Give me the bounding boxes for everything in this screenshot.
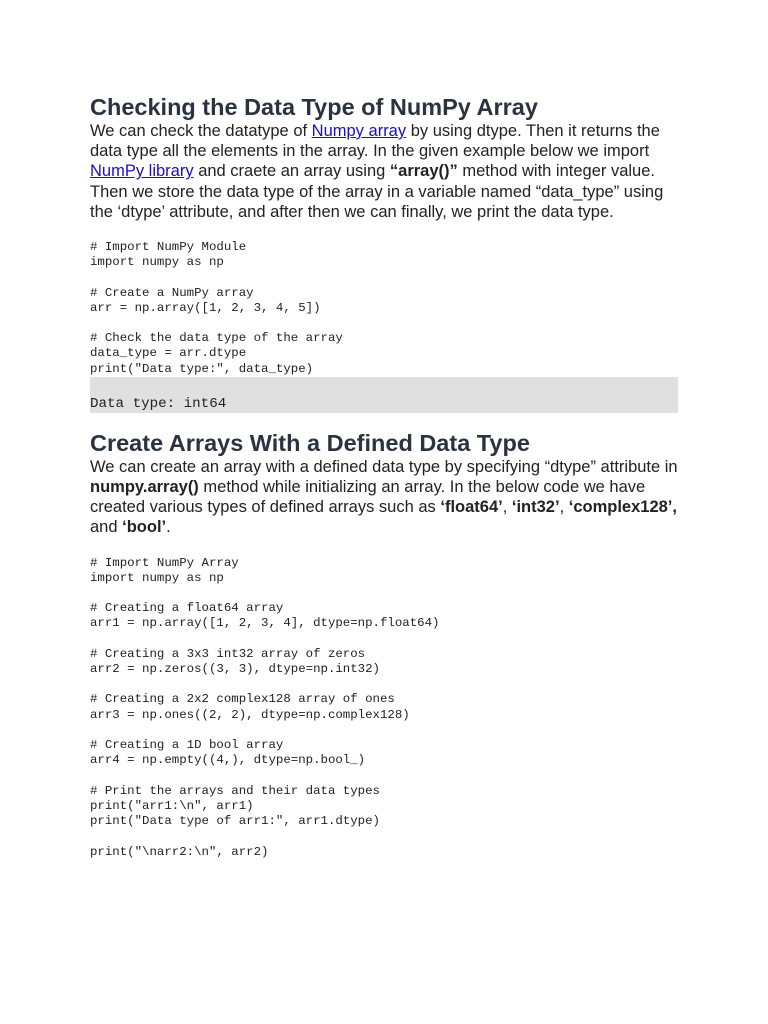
section2-code-block: # Import NumPy Array import numpy as np # Creating a float64 array arr1 = np.array([1, 2, 3, 4], dtype=np.float64) # Creating a 3x3 int32 array of zeros arr2 = np.zeros((3, 3), dtype=np.int32) # Creating a 2x2 complex128 array of ones arr3 = np.ones((2, 2), dtype=np.complex128) # Creating a 1D bool array arr4 = np.empty((4,), dtype=np.bool_) # Print the arrays and their data types print("arr1:\n", arr1) print("Data type of arr1:", arr1.dtype) print("\narr2:\n", arr2): [90, 555, 440, 859]
spacer: [90, 222, 678, 240]
numpy-array-link[interactable]: Numpy array: [311, 122, 407, 140]
section2-heading: Create Arrays With a Defined Data Type: [90, 429, 530, 456]
section1-heading: Checking the Data Type of NumPy Array: [90, 94, 538, 120]
section2-bold-bool: ‘bool’: [122, 518, 167, 537]
section2-bold-float64: ‘float64’: [440, 498, 503, 517]
section1-output-block: Data type: int64: [90, 377, 678, 413]
section2-text-1: We can create an array with a defined data type by specifying “dtype” attribute in: [90, 457, 678, 476]
section1-paragraph: [90, 121, 678, 222]
spacer: [90, 538, 678, 556]
numpy-library-link[interactable]: NumPy library: [90, 162, 194, 181]
section2-text-3: ,: [502, 498, 512, 517]
spacer: [90, 413, 678, 429]
section2-bold-numpy-array: numpy.array(): [90, 478, 199, 497]
section2-bold-int32: ‘int32’: [511, 498, 560, 517]
article-body: [90, 93, 678, 860]
section2-text-5: and: [90, 518, 123, 537]
section1-text-1: We can check the datatype of: [90, 122, 312, 140]
section1-text-3: and craete an array using: [193, 162, 390, 181]
section2-paragraph: [90, 457, 678, 538]
section2-text-2: method while initializing an array. In the below code we have created various types of defined arrays such as: [90, 478, 646, 517]
section1-code-block: # Import NumPy Module import numpy as np # Create a NumPy array arr = np.array([1, 2, 3, 4, 5]) # Check the data type of the array data_type = arr.dtype print("Data type:", data_type): [90, 240, 343, 376]
section2-bold-complex128: ‘complex128’,: [568, 498, 677, 517]
section1-bold-array: “array()”: [389, 162, 458, 181]
section1-text-4: method with integer value. Then we store the data type of the array in a variable named “data_type” using the ‘dtype’ attribute, and after then we can finally, we print the data type.: [90, 162, 664, 221]
section2-text-6: .: [166, 518, 171, 537]
section2-text-4: ,: [559, 498, 569, 517]
section1-text-2: by using dtype. Then it returns the data type all the elements in the array. In the given example below we import: [90, 122, 660, 161]
